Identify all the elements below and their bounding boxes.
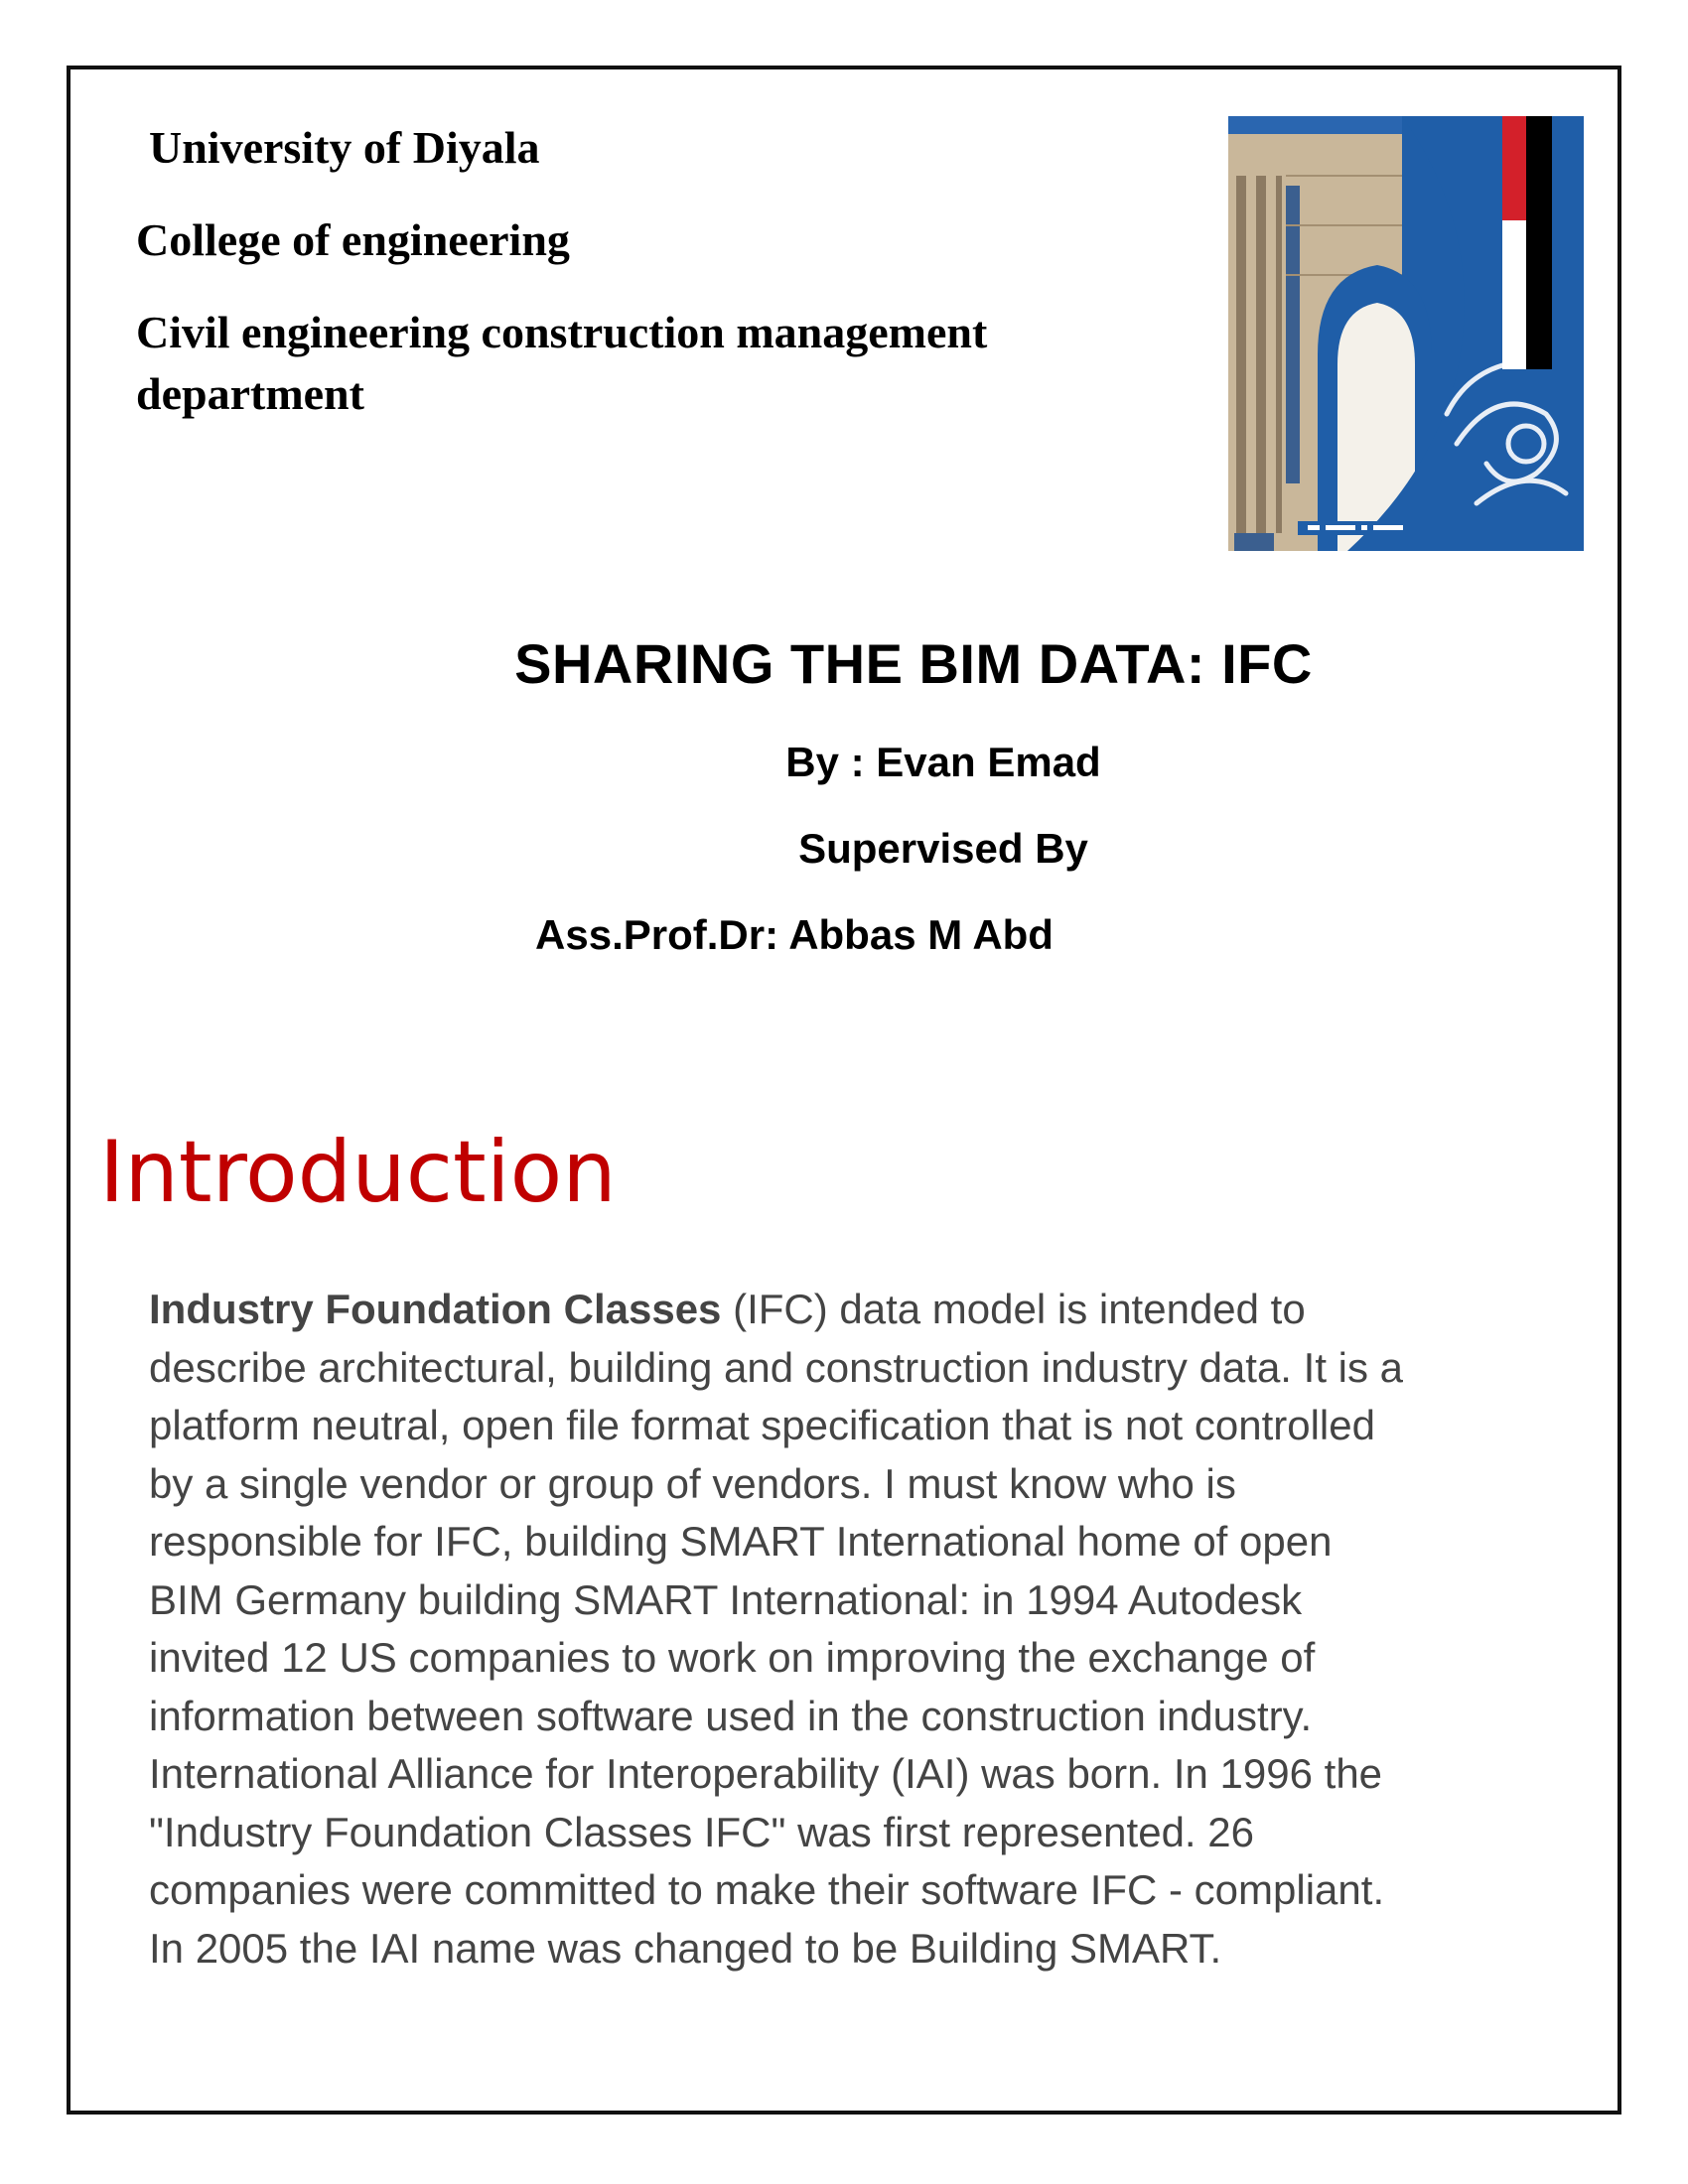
body-line: (IFC) data model is intended to xyxy=(721,1286,1306,1332)
college-name: College of engineering xyxy=(136,214,570,265)
supervised-by-label: Supervised By xyxy=(798,825,1088,872)
body-line: describe architectural, building and construction industry data. It is a xyxy=(149,1343,1404,1391)
department-line-2: department xyxy=(136,368,364,420)
body-line: BIM Germany building SMART International: in 1994 Autodesk xyxy=(149,1575,1303,1623)
ifc-term: Industry Foundation Classes xyxy=(149,1286,722,1332)
introduction-paragraph xyxy=(149,1281,1539,1978)
body-line: by a single vendor or group of vendors. I must know who is xyxy=(149,1459,1236,1507)
body-line: platform neutral, open file format specification that is not controlled xyxy=(149,1402,1375,1448)
body-line: responsible for IFC, building SMART International home of open xyxy=(149,1518,1333,1565)
body-line: invited 12 US companies to work on improving the exchange of xyxy=(149,1634,1316,1681)
department-name xyxy=(136,302,1129,425)
university-logo xyxy=(1228,116,1584,551)
author-line: By : Evan Emad xyxy=(785,739,1101,785)
introduction-heading: Introduction xyxy=(99,1123,617,1222)
university-name: University of Diyala xyxy=(149,122,540,173)
body-line: In 2005 the IAI name was changed to be Building SMART. xyxy=(149,1924,1222,1972)
document-title: SHARING THE BIM DATA: IFC xyxy=(514,632,1313,695)
body-line: International Alliance for Interoperability (IAI) was born. In 1996 the xyxy=(149,1750,1383,1797)
body-line: "Industry Foundation Classes IFC" was first represented. 26 xyxy=(149,1808,1254,1855)
body-line: companies were committed to make their software IFC - compliant. xyxy=(149,1866,1385,1913)
supervisor-name: Ass.Prof.Dr: Abbas M Abd xyxy=(535,911,1054,958)
body-line: information between software used in the construction industry. xyxy=(149,1692,1313,1739)
department-line-1: Civil engineering construction management xyxy=(136,307,988,357)
